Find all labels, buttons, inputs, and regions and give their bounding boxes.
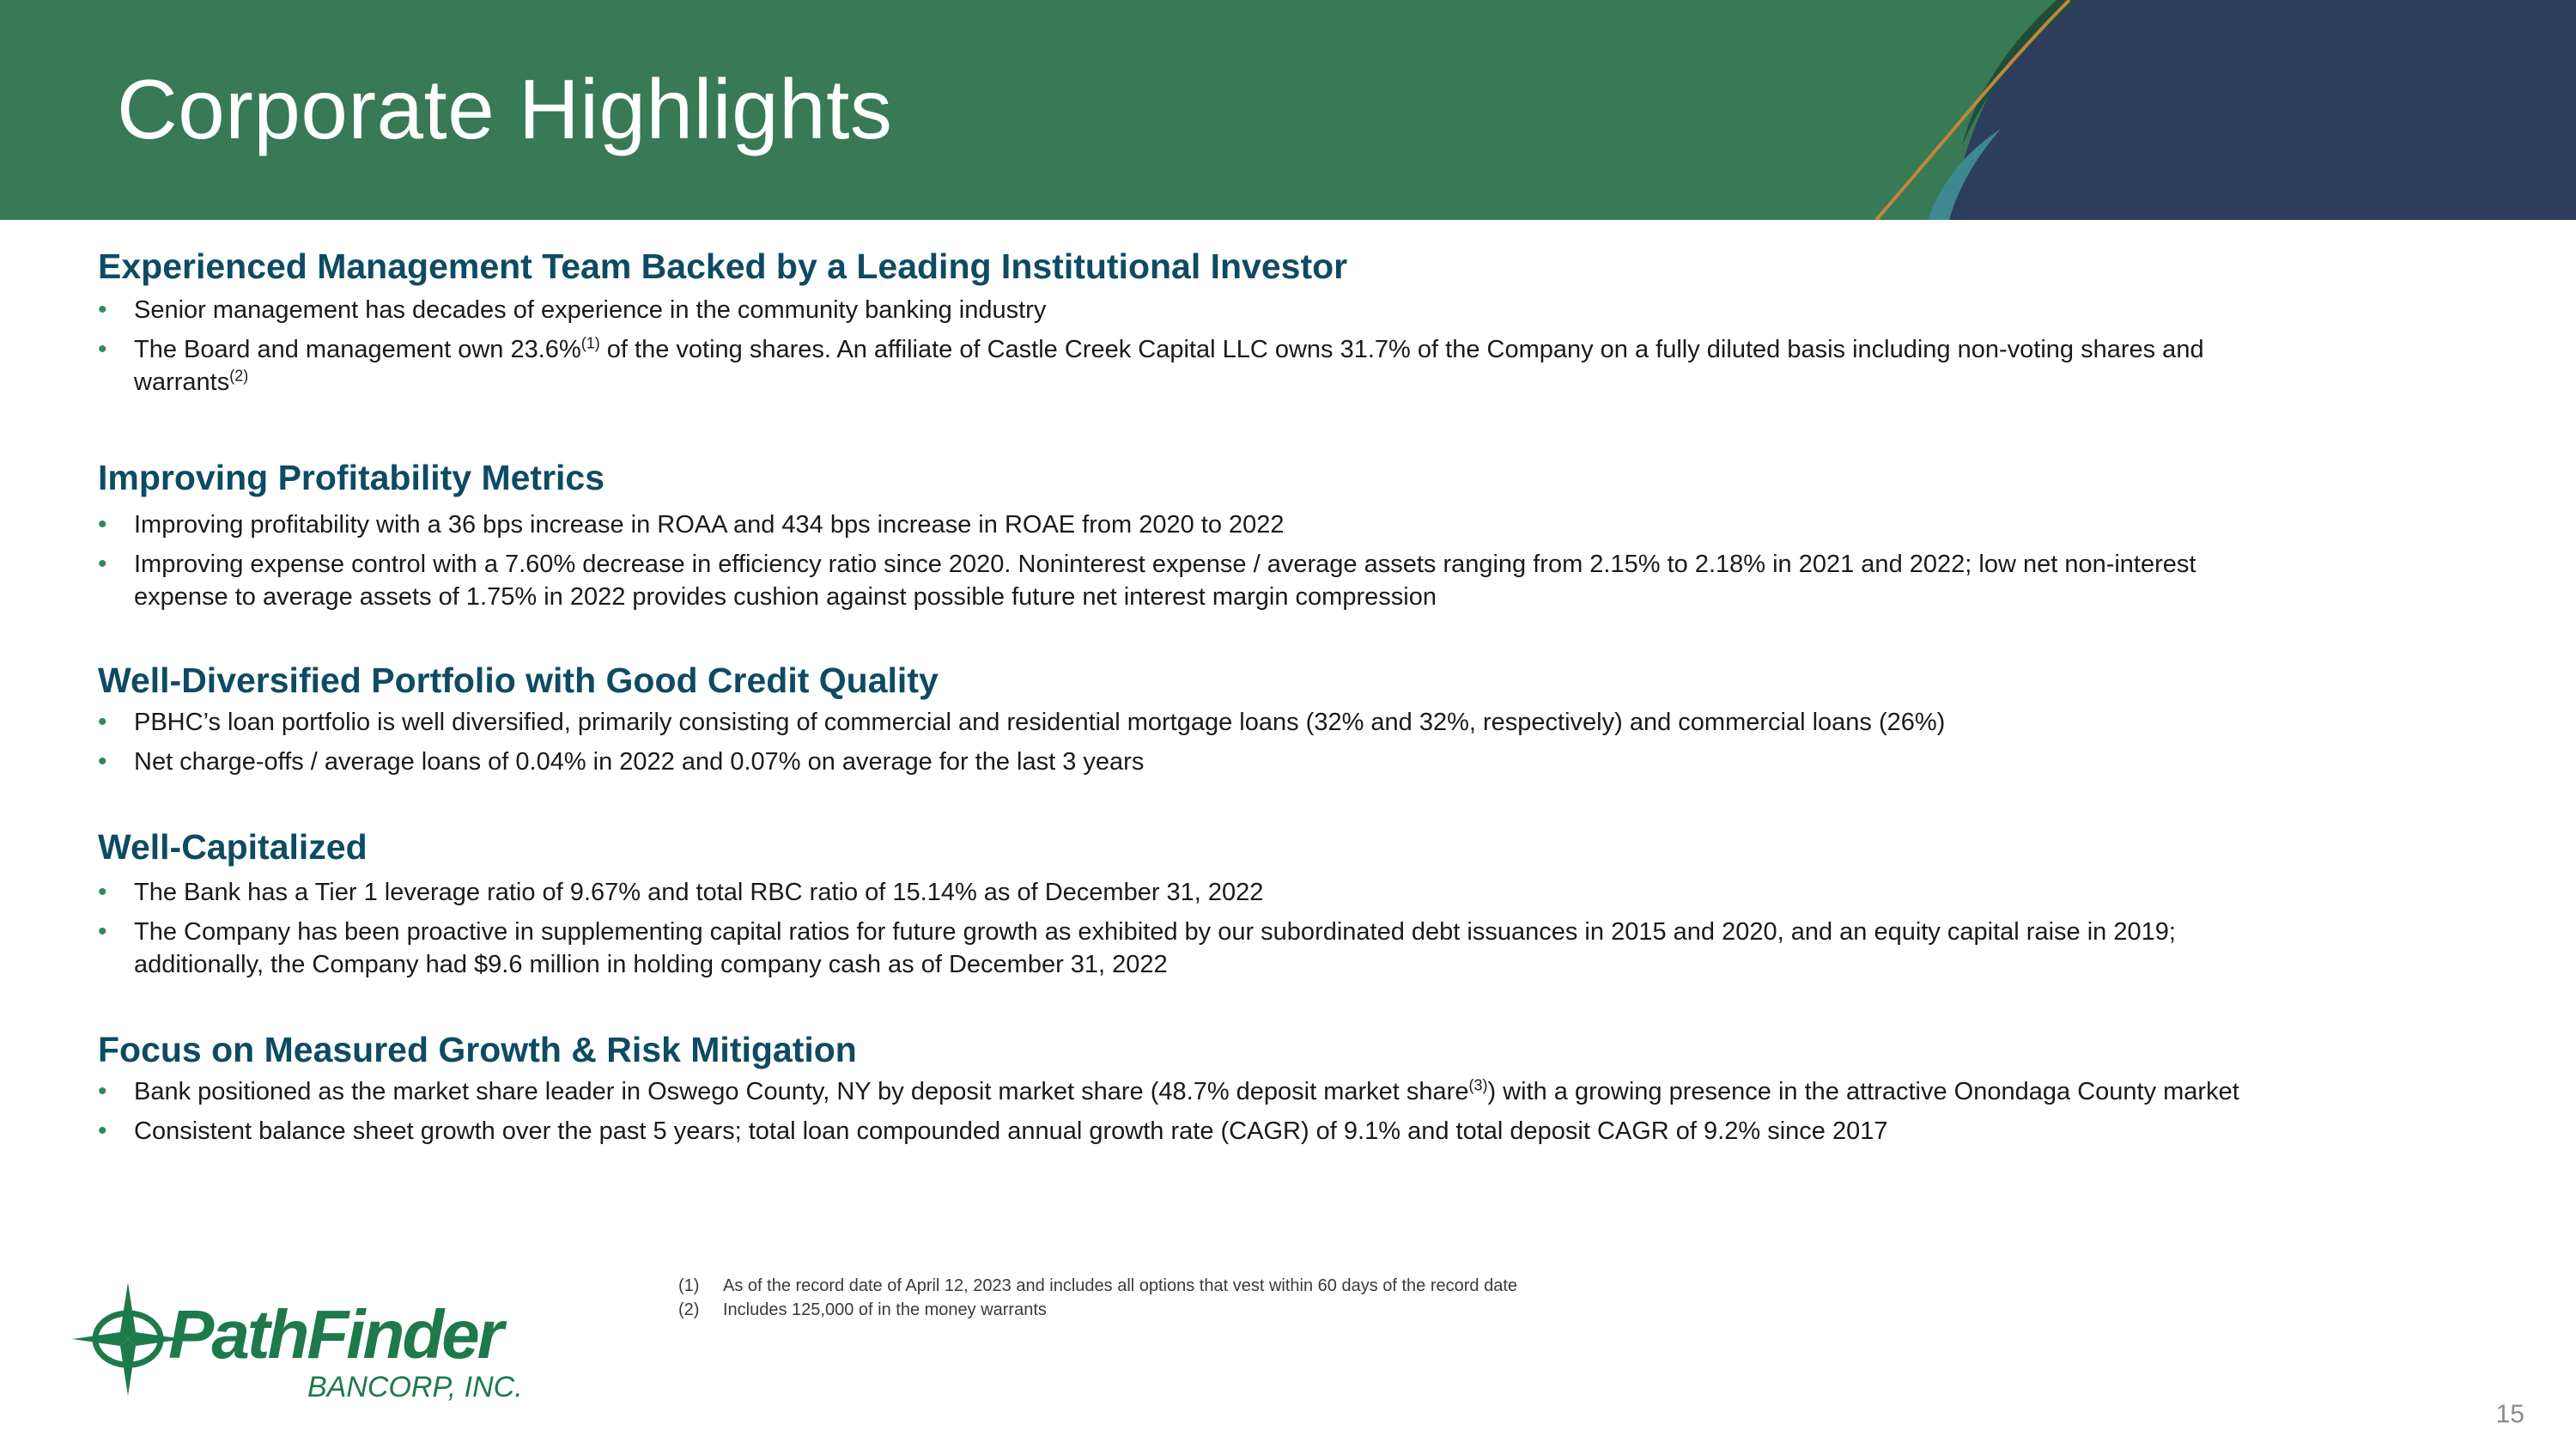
slide-header [0, 0, 2576, 220]
compass-star-icon [72, 1282, 184, 1396]
footnote-ref: (3) [1468, 1076, 1488, 1094]
bullet-dot-icon: • [98, 295, 107, 324]
bullet-text: The Bank has a Tier 1 leverage ratio of 9.67% and total RBC ratio of 15.14% as of December 31, 2022 [134, 879, 1264, 906]
section-heading: Well-Capitalized [98, 827, 368, 867]
section-portfolio [98, 654, 2296, 778]
bullet-item [98, 1075, 2296, 1108]
bullet-list [98, 508, 2296, 613]
pathfinder-logo [72, 1282, 553, 1411]
footnote-text: As of the record date of April 12, 2023 and includes all options that vest within 60 days of the record date [723, 1276, 1518, 1295]
logo-wordmark: PathFinder [168, 1296, 501, 1373]
logo-subtitle: BANCORP, INC. [307, 1371, 523, 1403]
bullet-dot-icon: • [98, 917, 107, 946]
footnote-ref: (2) [229, 367, 249, 385]
section-heading: Focus on Measured Growth & Risk Mitigation [98, 1030, 857, 1069]
bullet-dot-icon: • [98, 747, 107, 776]
bullet-list [98, 1075, 2296, 1148]
bullet-item [98, 1115, 2296, 1148]
footnote-number: (1) [678, 1276, 700, 1295]
bullet-text: Improving expense control with a 7.60% decrease in efficiency ratio since 2020. Noninterest expense / average assets ranging from 2.15% to 2.18% in 2021 and 2022; low net non-interest expense to average assets of 1.75% in 2022 provides cushion against possible future net interest margin compression [134, 551, 2196, 611]
bullet-dot-icon: • [98, 1077, 107, 1105]
bullet-dot-icon: • [98, 335, 107, 363]
bullet-dot-icon: • [98, 1117, 107, 1145]
bullet-text: Net charge-offs / average loans of 0.04% in 2022 and 0.07% on average for the last 3 years [134, 748, 1145, 776]
section-growth [98, 1024, 2296, 1148]
footnote-number: (2) [678, 1300, 700, 1319]
bullet-text: The Board and management own 23.6% [134, 336, 581, 363]
bullet-dot-icon: • [98, 878, 107, 906]
bullet-item [98, 916, 2296, 981]
bullet-item [98, 548, 2296, 613]
bullet-text: Bank positioned as the market share leader in Oswego County, NY by deposit market share (48.7% deposit market share [134, 1078, 1469, 1105]
footnote-item [678, 1274, 1517, 1298]
bullet-dot-icon: • [98, 708, 107, 736]
bullet-item [98, 333, 2296, 399]
bullet-item [98, 746, 2296, 778]
bullet-item [98, 294, 2296, 326]
bullet-text: of the voting shares. An affiliate of Castle Creek Capital LLC owns 31.7% of the Company on a fully diluted basis including non-voting shares and warrants [134, 336, 2204, 396]
bullet-item [98, 508, 2296, 541]
bullet-text: PBHC’s loan portfolio is well diversified, primarily consisting of commercial and residential mortgage loans (32% and 32%, respectively) and commercial loans (26%) [134, 709, 1946, 736]
bullet-text: ) with a growing presence in the attractive Onondaga County market [1487, 1078, 2239, 1105]
bullet-text: The Company has been proactive in supplementing capital ratios for future growth as exhibited by our subordinated debt issuances in 2015 and 2020, and an equity capital raise in 2019; additionally, the Company had $9.6 million in holding company cash as of December 31, 2022 [134, 918, 2176, 978]
footnote-ref: (1) [580, 334, 600, 352]
section-heading: Well-Diversified Portfolio with Good Credit Quality [98, 661, 939, 700]
section-management-team [98, 240, 2296, 399]
page-title: Corporate Highlights [117, 62, 893, 156]
bullet-dot-icon: • [98, 510, 107, 539]
bullet-list [98, 294, 2296, 399]
section-capitalized [98, 821, 2296, 981]
footnote-item [678, 1298, 1517, 1322]
bullet-text: Senior management has decades of experience in the community banking industry [134, 296, 1047, 324]
section-heading: Experienced Management Team Backed by a Leading Institutional Investor [98, 247, 1348, 286]
section-profitability [98, 452, 2296, 613]
bullet-text: Consistent balance sheet growth over the past 5 years; total loan compounded annual growth rate (CAGR) of 9.1% and total deposit CAGR of 9.2% since 2017 [134, 1117, 1888, 1145]
highlights-content [98, 240, 2296, 1148]
bullet-dot-icon: • [98, 550, 107, 578]
bullet-list [98, 706, 2296, 778]
footnote-text: Includes 125,000 of in the money warrants [723, 1300, 1047, 1319]
bullet-text: Improving profitability with a 36 bps increase in ROAA and 434 bps increase in ROAE from 2020 to 2022 [134, 511, 1285, 539]
footnotes [678, 1274, 1517, 1322]
bullet-item [98, 876, 2296, 909]
page-number: 15 [2495, 1400, 2524, 1428]
header-navy-band [1949, 0, 2576, 220]
bullet-list [98, 876, 2296, 981]
bullet-item [98, 706, 2296, 739]
section-heading: Improving Profitability Metrics [98, 458, 605, 497]
